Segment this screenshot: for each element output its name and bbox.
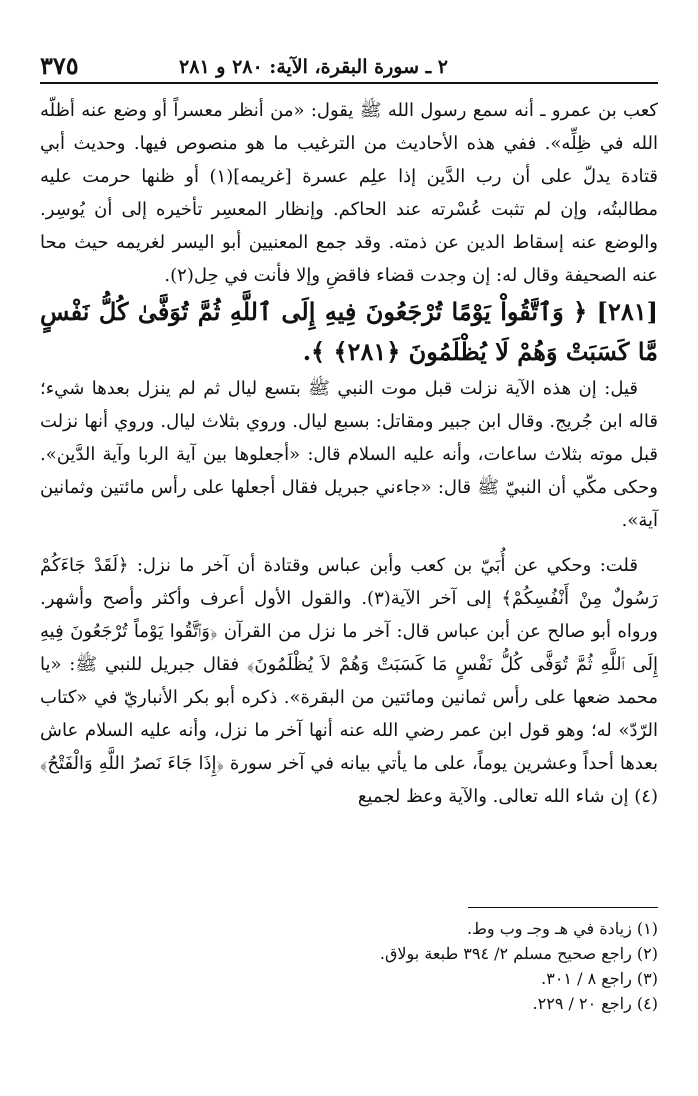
- main-text: [40, 94, 658, 813]
- paragraph-3: قلت: وحكي عن أُبَيّ بن كعب وأبن عباس وقتادة أن آخر ما نزل: ﴿لَقَدْ جَاءَكُمْ رَسُولٌ مِنْ أَنْفُسِكُمْ﴾ إلى آخر الآية(٣). والقول الأول أعرف وأكثر وأصح وأشهر. ورواه أبو صالح عن أبن عباس قال: آخر ما نزل من القرآن ﴿وَٱتَّقُوا يَوْماً تُرْجَعُونَ فِيهِ إِلَى ٱللَّهِ ثُمَّ تُوَفَّى كُلُّ نَفْسٍ مَا كَسَبَتْ وَهُمْ لاَ يُظْلَمُونَ﴾ فقال جبريل للنبي ﷺ: «يا محمد ضعها على رأس ثمانين ومائتين من البقرة». ذكره أبو بكر الأنباريّ في «كتاب الرّدّ» له؛ وهو قول ابن عمر رضي الله عنه أنها آخر ما نزل، وأنه عليه السلام عاش بعدها أحداً وعشرين يوماً، على ما يأتي بيانه في آخر سورة ﴿إِذَا جَاءَ نَصرُ اللَّهِ وَالْفَتْحُ﴾(٤) إن شاء الله تعالى. والآية وعظ لجميع: [40, 555, 658, 807]
- page-header: [40, 48, 658, 84]
- footnote-4: (٤) راجع ٢٠ / ٢٢٩.: [532, 994, 658, 1013]
- paragraph-1: كعب بن عمرو ـ أنه سمع رسول الله ﷺ يقول: «من أنظر معسراً أو وضع عنه أظلّه الله في ظِلِّه». ففي هذه الأحاديث من الترغيب ما هو منصوص فيها. وحديث أبي قتادة يدلّ على أن رب الدَّين إذا علِم عسرة [غريمه](١) أو ظنها حرمت عليه مطالبتُه، وإن لم تثبت عُسْرته عند الحاكم. وإنظار المعسِر تأخيره إلى أن يُوسِر. والوضع عنه إسقاط الدين عن ذمته. وقد جمع المعنيين أبو اليسر لغريمه حيث محا عنه الصحيفة وقال له: إن وجدت قضاء فاقضِ وإلا فأنت في حِل(٢).: [40, 100, 658, 286]
- footnote-divider: [468, 907, 658, 908]
- verse-281: [٢٨١] ﴿ وَٱتَّقُواْ يَوْمًا تُرْجَعُونَ فِيهِ إِلَى ٱللَّهِ ثُمَّ تُوَفَّىٰ كُلُّ نَفْسٍ مَّا كَسَبَتْ وَهُمْ لَا يُظْلَمُونَ ﴿٢٨١﴾ ﴾.: [40, 297, 658, 366]
- running-title: ٢ ـ سورة البقرة، الآية: ٢٨٠ و ٢٨١: [179, 56, 448, 78]
- paragraph-2: قيل: إن هذه الآية نزلت قبل موت النبي ﷺ بتسع ليال ثم لم ينزل بعدها شيء؛ قاله ابن جُريج. وقال ابن جبير ومقاتل: بسبع ليال. وروي بثلاث ليال. وروي أنها نزلت قبل موته بثلاث ساعات، وأنه عليه السلام قال: «أجعلوها بين آية الربا وآية الدَّين». وحكى مكّي أن النبيّ ﷺ قال: «جاءني جبريل فقال أجعلها على رأس مائتين وثمانين آية».: [40, 378, 658, 531]
- page-number: ٣٧٥: [40, 51, 79, 80]
- footnote-3: (٣) راجع ٨ / ٣٠١.: [541, 969, 658, 988]
- footnote-2: (٢) راجع صحيح مسلم ٢/ ٣٩٤ طبعة بولاق.: [379, 944, 658, 963]
- footnotes: [238, 916, 658, 1016]
- footnote-1: (١) زيادة في هـ وجـ وب وط.: [467, 919, 658, 938]
- paragraph-gap: [40, 537, 658, 549]
